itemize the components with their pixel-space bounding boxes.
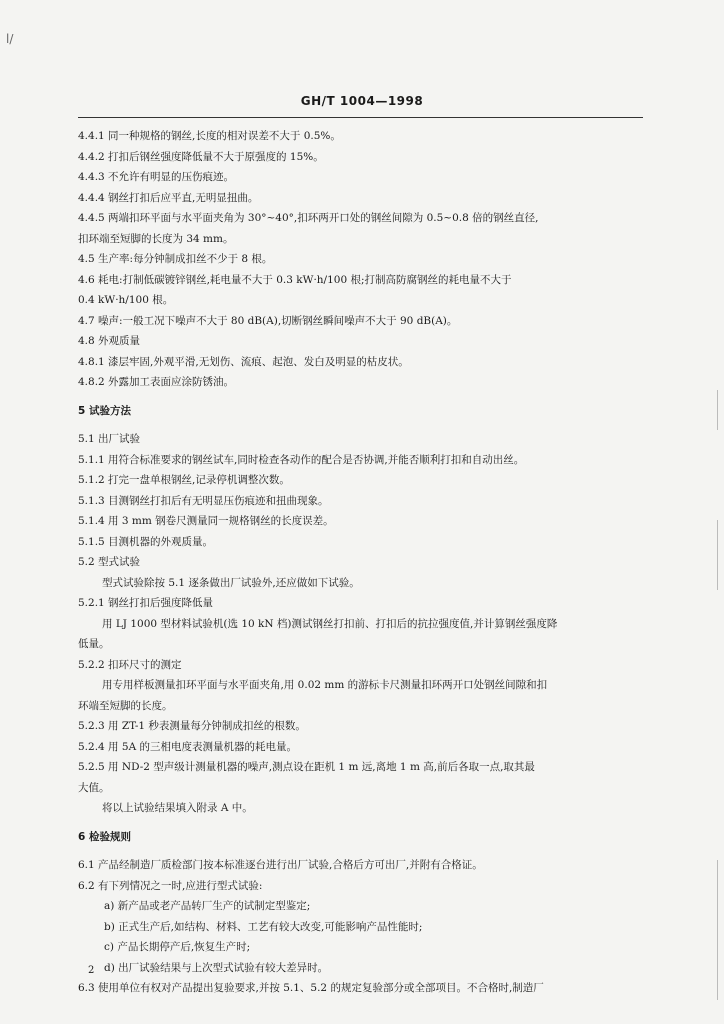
page-number: 2 xyxy=(88,965,95,976)
header-rule xyxy=(78,117,643,118)
clause-4-4-3: 4.4.3 不允许有明显的压伤痕迹。 xyxy=(78,171,235,183)
clause-5-2-2: 5.2.2 扣环尺寸的测定 xyxy=(78,658,182,671)
clause-4-4-2: 4.4.2 打扣后钢丝强度降低量不大于原强度的 15%。 xyxy=(78,150,324,163)
clause-4-4-4: 4.4.4 钢丝打扣后应平直,无明显扭曲。 xyxy=(78,191,259,204)
clause-5-2-1-text: 用 LJ 1000 型材料试验机(选 10 kN 档)测试钢丝打扣前、打扣后的抗拉强度值,并计算钢丝强度降 xyxy=(102,617,558,630)
clause-5-2: 5.2 型式试验 xyxy=(78,556,141,568)
clause-6-1: 6.1 产品经制造厂质检部门按本标准逐台进行出厂试验,合格后方可出厂,并附有合格证。 xyxy=(78,859,483,871)
clause-5-1-5: 5.1.5 目测机器的外观质量。 xyxy=(78,535,214,548)
clause-5-2-1: 5.2.1 钢丝打扣后强度降低量 xyxy=(78,597,214,609)
clause-5-2-5-cont: 大值。 xyxy=(78,781,110,794)
scan-mark: l/ xyxy=(6,32,14,46)
clause-6-2-c: c) 产品长期停产后,恢复生产时; xyxy=(104,941,251,953)
clause-5-1-4: 5.1.4 用 3 mm 钢卷尺测量同一规格钢丝的长度误差。 xyxy=(78,515,334,527)
document-body xyxy=(78,126,643,999)
clause-5-2-2-cont: 环端至短脚的长度。 xyxy=(78,699,173,712)
clause-4-4-1: 4.4.1 同一种规格的钢丝,长度的相对误差不大于 0.5%。 xyxy=(78,130,341,142)
clause-5-2-3: 5.2.3 用 ZT-1 秒表测量每分钟制成扣丝的根数。 xyxy=(78,720,306,732)
scan-edge-line xyxy=(717,520,718,590)
clause-5-2-4: 5.2.4 用 5A 的三相电度表测量机器的耗电量。 xyxy=(78,740,297,753)
clause-6-2-a: a) 新产品或老产品转厂生产的试制定型鉴定; xyxy=(104,900,311,912)
section-heading-5: 5 试验方法 xyxy=(78,404,131,417)
clause-6-2-d: d) 出厂试验结果与上次型式试验有较大差异时。 xyxy=(104,961,329,974)
clause-4-6: 4.6 耗电:打制低碳镀锌钢丝,耗电量不大于 0.3 kW·h/100 根;打制高防腐钢丝的耗电量不大于 xyxy=(78,273,512,286)
clause-6-2-b: b) 正式生产后,如结构、材料、工艺有较大改变,可能影响产品性能时; xyxy=(104,920,423,933)
clause-4-8: 4.8 外观质量 xyxy=(78,335,141,347)
scan-edge-line xyxy=(717,390,718,430)
clause-5-2-1-cont: 低量。 xyxy=(78,638,110,650)
clause-6-3: 6.3 使用单位有权对产品提出复验要求,并按 5.1、5.2 的规定复验部分或全部项目。不合格时,制造厂 xyxy=(78,982,544,994)
clause-5-note: 将以上试验结果填入附录 A 中。 xyxy=(102,802,253,814)
clause-5-1-1: 5.1.1 用符合标准要求的钢丝试车,同时检查各动作的配合是否协调,并能否顺利打扣和自动出丝。 xyxy=(78,453,525,466)
clause-4-8-1: 4.8.1 漆层牢固,外观平滑,无划伤、流痕、起泡、发白及明显的枯皮状。 xyxy=(78,355,409,368)
clause-5-2-2-text: 用专用样板测量扣环平面与水平面夹角,用 0.02 mm 的游标卡尺测量扣环两开口处钢丝间隙和扣 xyxy=(102,679,548,691)
clause-4-4-5-cont: 扣环端至短脚的长度为 34 mm。 xyxy=(78,232,234,245)
section-heading-6: 6 检验规则 xyxy=(78,830,131,843)
clause-5-2-5: 5.2.5 用 ND-2 型声级计测量机器的噪声,测点设在距机 1 m 远,离地 1 m 高,前后各取一点,取其最 xyxy=(78,761,535,773)
clause-4-6-cont: 0.4 kW·h/100 根。 xyxy=(78,294,174,306)
clause-5-1: 5.1 出厂试验 xyxy=(78,433,141,445)
clause-4-5: 4.5 生产率:每分钟制成扣丝不少于 8 根。 xyxy=(78,253,273,265)
clause-6-2: 6.2 有下列情况之一时,应进行型式试验: xyxy=(78,879,263,892)
page-header: GH/T 1004—1998 xyxy=(300,94,424,108)
clause-4-4-5: 4.4.5 两端扣环平面与水平面夹角为 30°~40°,扣环两开口处的钢丝间隙为 0.5~0.8 倍的钢丝直径, xyxy=(78,212,539,224)
clause-4-8-2: 4.8.2 外露加工表面应涂防锈油。 xyxy=(78,376,235,388)
scan-edge-line xyxy=(717,860,718,1000)
clause-5-1-3: 5.1.3 目测钢丝打扣后有无明显压伤痕迹和扭曲现象。 xyxy=(78,494,329,507)
clause-5-2-text: 型式试验除按 5.1 逐条做出厂试验外,还应做如下试验。 xyxy=(102,576,360,589)
clause-5-1-2: 5.1.2 打完一盘单根钢丝,记录停机调整次数。 xyxy=(78,474,290,486)
clause-4-7: 4.7 噪声:一般工况下噪声不大于 80 dB(A),切断钢丝瞬间噪声不大于 90 dB(A)。 xyxy=(78,314,458,327)
